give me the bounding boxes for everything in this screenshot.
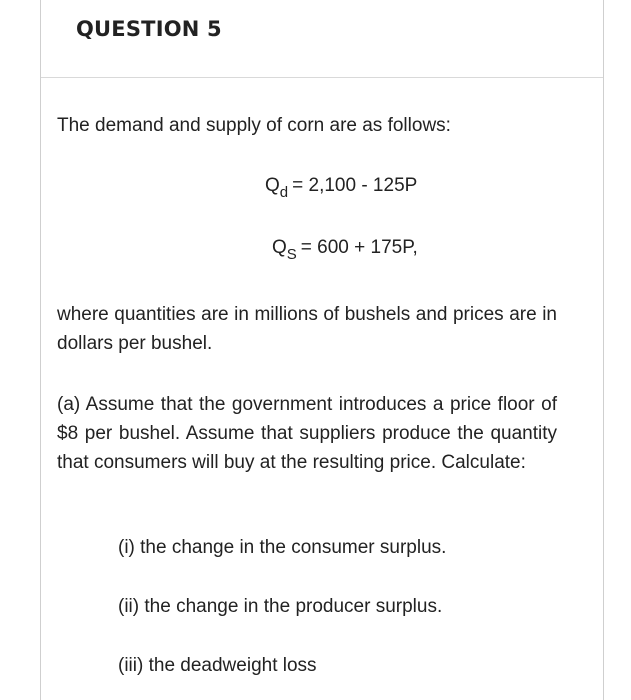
header-divider xyxy=(41,77,603,78)
part-a-item-i: (i) the change in the consumer surplus. xyxy=(118,537,447,558)
demand-equation xyxy=(265,175,418,201)
question-panel xyxy=(40,0,604,700)
demand-symbol: Q xyxy=(265,175,280,196)
intro-text: The demand and supply of corn are as follows: xyxy=(57,115,451,136)
supply-equation xyxy=(272,237,418,263)
part-a-item-ii: (ii) the change in the producer surplus. xyxy=(118,596,443,617)
part-a-item-iii: (iii) the deadweight loss xyxy=(118,655,317,676)
question-title: QUESTION 5 xyxy=(76,17,222,41)
part-a-paragraph: (a) Assume that the government introduces a price floor of $8 per bushel. Assume that suppliers produce the quantity that consumers will buy at the resulting price. Calculate: xyxy=(57,394,557,473)
supply-symbol: Q xyxy=(272,237,287,258)
supply-expression: = 600 + 175P, xyxy=(300,237,418,258)
demand-expression: = 2,100 - 125P xyxy=(292,175,418,196)
units-paragraph: where quantities are in millions of bushels and prices are in dollars per bushel. xyxy=(57,304,557,354)
supply-subscript: S xyxy=(286,246,297,263)
demand-subscript: d xyxy=(279,184,289,201)
